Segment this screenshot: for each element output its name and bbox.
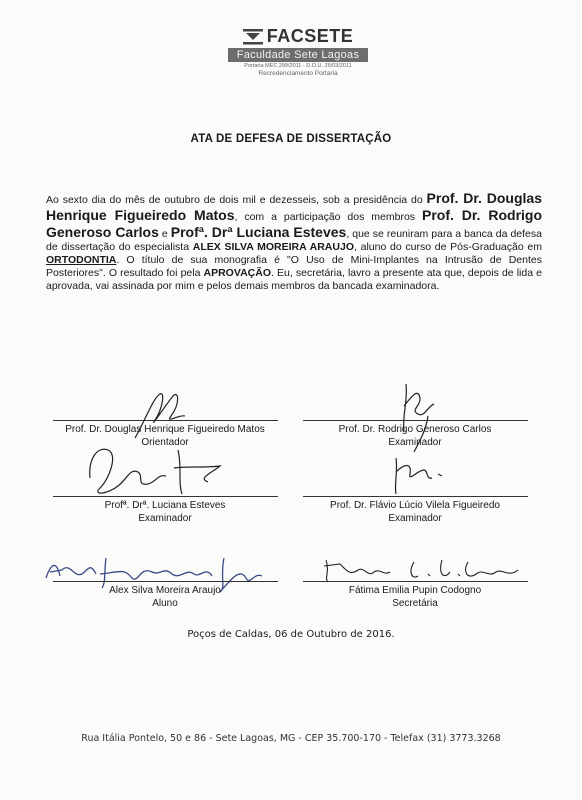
signer-name: Prof. Dr. Flávio Lúcio Vilela Figueiredo xyxy=(330,500,500,511)
signature-line xyxy=(303,496,528,497)
member2-name: Profª. Drª Luciana Esteves xyxy=(170,224,347,240)
member1-name: Prof. Dr. Rodrigo Generoso Carlos xyxy=(46,207,543,240)
signer-role: Secretária xyxy=(392,598,438,609)
place-and-date: Poços de Caldas, 06 de Outubro de 2016. xyxy=(187,629,395,640)
facsete-logo xyxy=(228,26,368,78)
text-segment: , que se reuniram para a banca da defesa de dissertação do especialista xyxy=(46,228,542,253)
logo-subtitle: Faculdade Sete Lagoas xyxy=(228,48,368,62)
signature-line xyxy=(53,420,278,421)
result-text: APROVAÇÃO xyxy=(203,267,271,279)
signature-block-orientador xyxy=(40,420,290,449)
signer-name: Prof. Dr. Rodrigo Generoso Carlos xyxy=(338,424,492,435)
signature-line xyxy=(303,420,528,421)
signer-name: Alex Silva Moreira Araujo xyxy=(109,585,221,596)
signer-role: Examinador xyxy=(388,437,442,448)
logo-registration: Portaria MEC 299/2011 - D.O.U. 25/03/2011 xyxy=(244,63,352,69)
signature-block-examinador-luciana xyxy=(40,496,290,525)
text-segment: . Eu, secretária, lavro a presente ata que, depois de lida e aprovada, vai assinada por mim e pelos demais membros da bancada examinadora. xyxy=(46,267,542,292)
signer-role: Examinador xyxy=(388,513,442,524)
signer-name: Fátima Emilia Pupin Codogno xyxy=(348,585,482,596)
president-name: Prof. Dr. Douglas Henrique Figueiredo Matos xyxy=(46,190,542,223)
signer-role: Orientador xyxy=(141,437,189,448)
logo-name: FACSETE xyxy=(266,26,354,46)
document-title: ATA DE DEFESA DE DISSERTAÇÃO xyxy=(190,133,392,145)
signature-line xyxy=(53,496,278,497)
facsete-emblem-icon xyxy=(243,28,263,46)
minutes-paragraph xyxy=(46,190,542,293)
text-segment: , com a participação dos membros xyxy=(234,211,422,223)
signature-block-examinador-rodrigo xyxy=(290,420,540,449)
handwritten-signature-flavio xyxy=(388,448,448,498)
logo-recognition: Recredenciamento Portaria xyxy=(258,70,338,77)
signature-line xyxy=(53,581,278,582)
text-segment: . O título de sua monografia é "O Uso de Mini-Implantes na Intrusão de Dentes Posteriores". O resultado foi pela xyxy=(46,254,542,279)
text-segment: e xyxy=(158,228,171,240)
signer-name: Profª. Drª. Luciana Esteves xyxy=(104,500,226,511)
signer-name: Prof. Dr. Douglas Henrique Figueiredo Matos xyxy=(65,424,265,435)
signature-block-aluno xyxy=(40,581,290,610)
text-segment: Ao sexto dia do mês de outubro de dois mil e dezesseis, sob a presidência do xyxy=(46,194,427,206)
signer-role: Aluno xyxy=(152,598,178,609)
text-segment: , aluno do curso de Pós-Graduação em xyxy=(353,241,542,253)
student-name: ALEX SILVA MOREIRA ARAUJO xyxy=(192,241,354,253)
footer-address: Rua Itália Pontelo, 50 e 86 - Sete Lagoas, MG - CEP 35.700-170 - Telefax (31) 3773.3268 xyxy=(81,733,501,744)
signature-line xyxy=(303,581,528,582)
course-name: ORTODONTIA xyxy=(46,254,117,266)
signature-block-examinador-flavio xyxy=(290,496,540,525)
signer-role: Examinador xyxy=(138,513,192,524)
signature-block-secretaria xyxy=(290,581,540,610)
